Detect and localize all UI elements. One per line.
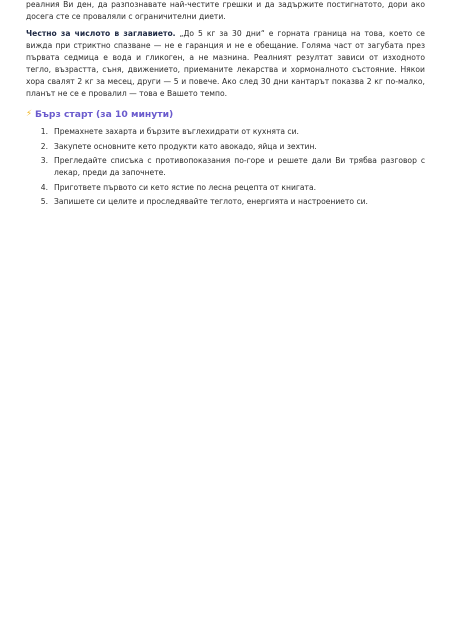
lightning-icon: ⚡ [26,109,32,120]
step-text: Запишете си целите и проследявайте теглото, енергията и настроението си. [54,197,368,206]
step-text: Прегледайте списъка с противопоказания по-горе и решете дали Ви трябва разговор с лекар, преди да започнете. [54,156,425,177]
step-number: 2. [40,141,48,151]
quick-start-title: Бърз старт (за 10 минути) [34,109,174,120]
step-number: 1. [40,127,48,136]
honest-number-text: „До 5 кг за 30 дни“ е горната граница на това, което се вижда при стриктно спазване — не е гаранция и не е обещание. Голяма част от загубата през първата седмица е вода и гликоген, а не мазнина. Реалният резултат зависи от изходното тегло, възрастта, съня, движението, приеманите лекарства и хормоналното състояние. Някои хора свалят 2 кг за месец, други — 5 и повече. Ако след 30 дни кантарът показва 2 кг по-малко, планът не се е провалил — това е Вашето темпо. [26,29,426,98]
list-item [26,141,425,153]
step-number: 3. [40,156,48,165]
list-item [26,182,425,194]
step-text: Закупете основните кето продукти като авокадо, яйца и зехтин. [54,141,317,151]
intro-paragraph-tail: реалния Ви ден, да разпознавате най-честите грешки и да задържите постигнатото, дори ако досега сте се проваляли с ограничителни диети. [26,0,425,21]
step-text: Премахнете захарта и бързите въглехидрати от кухнята си. [54,127,299,136]
list-item [26,155,425,179]
step-text: Пригответе първото си кето ястие по лесна рецепта от книгата. [54,182,317,192]
step-number: 4. [40,182,48,192]
list-item [26,196,425,208]
quick-start-steps [26,126,425,211]
quick-start-heading [26,109,173,120]
step-number: 5. [40,197,48,206]
honest-number-lead: Честно за числото в заглавието. [26,29,176,38]
list-item [26,126,425,138]
honest-number-paragraph [26,28,425,100]
